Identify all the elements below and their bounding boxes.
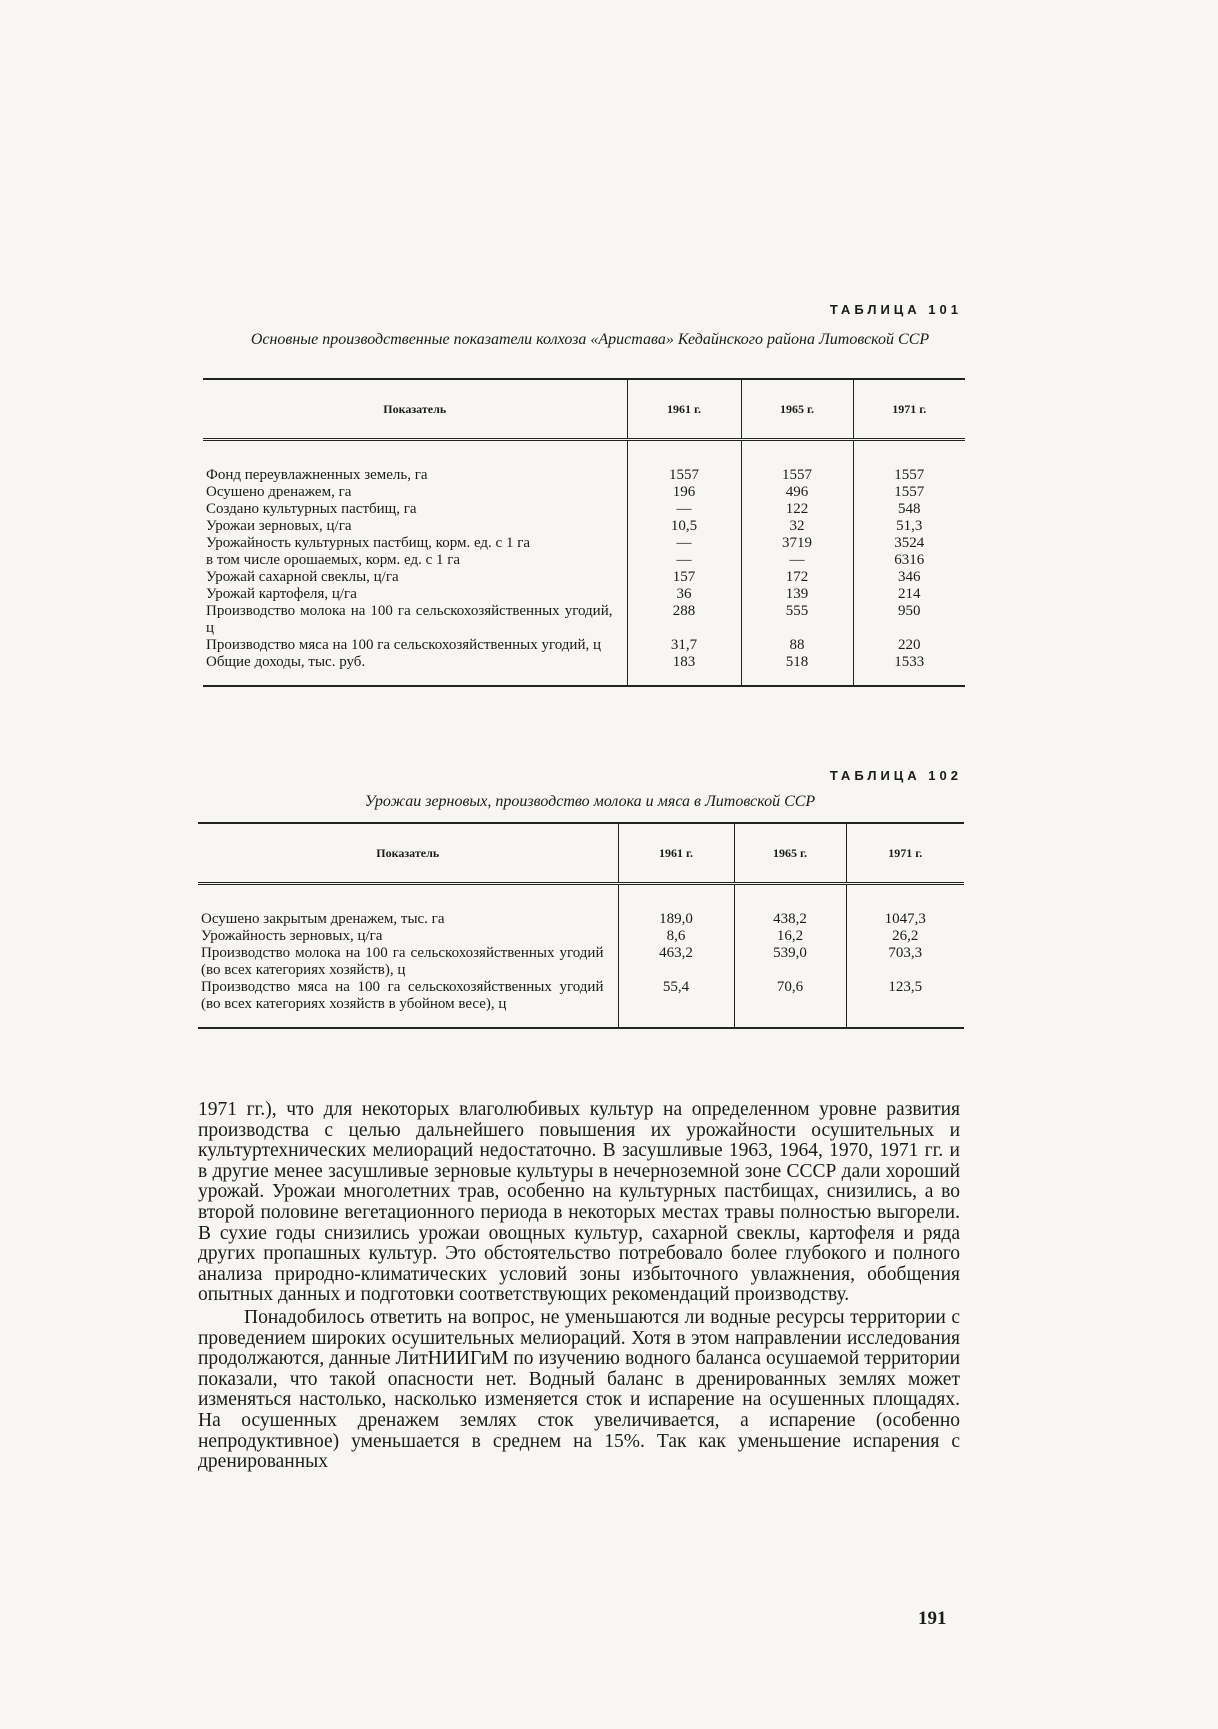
value-cell: 189,0 (618, 884, 734, 929)
table-row (198, 928, 964, 945)
indicator-cell: Общие доходы, тыс. руб. (206, 654, 366, 670)
value-cell: 122 (741, 501, 853, 518)
value-cell: 1557 (741, 440, 853, 485)
value-cell: 496 (741, 484, 853, 501)
table-row (203, 637, 965, 654)
table-row (198, 884, 964, 929)
value-cell: 1047,3 (846, 884, 964, 929)
value-cell: 1557 (853, 484, 965, 501)
value-cell: 1533 (853, 654, 965, 686)
value-cell: — (741, 552, 853, 569)
table-row (203, 654, 965, 686)
value-cell: 31,7 (627, 637, 741, 654)
column-header: Показатель (198, 823, 618, 884)
body-text (198, 1100, 960, 1473)
table2-caption: Урожаи зерновых, производство молока и мяса в Литовской ССР (364, 793, 816, 810)
indicator-cell: Производство мяса на 100 га сельскохозяйственных угодий (во всех категориях хозяйств в убойном весе), ц (201, 979, 604, 1012)
page-number: 191 (918, 1608, 947, 1629)
value-cell: 220 (853, 637, 965, 654)
value-cell: 288 (627, 603, 741, 637)
value-cell: 438,2 (734, 884, 846, 929)
paragraph: 1971 гг.), что для некоторых влаголюбивых культур на определенном уровне развития производства с целью дальнейшего повышения их урожайности осушительных и культуртехнических мелиораций недостаточно. В засушливые 1963, 1964, 1970, 1971 гг. и в другие менее засушливые зерновые культуры в нечерноземной зоне СССР дали хороший урожай. Урожаи многолетних трав, особенно на культурных пастбищах, снизились, а во второй половине вегетационного периода в некоторых местах травы полностью выгорели. В сухие годы снизились урожаи овощных культур, сахарной свеклы, картофеля и ряда других пропашных культур. Это обстоятельство потребовало более глубокого и полного анализа природно-климатических условий зоны избыточного увлажнения, обобщения опытных данных и подготовки соответствующих рекомендаций производству. (198, 1099, 960, 1306)
indicator-cell: в том числе орошаемых, корм. ед. с 1 га (206, 552, 461, 568)
table-row (203, 552, 965, 569)
value-cell: 6316 (853, 552, 965, 569)
table-row (198, 979, 964, 1028)
value-cell: 950 (853, 603, 965, 637)
value-cell: 3524 (853, 535, 965, 552)
table1 (203, 378, 965, 687)
value-cell: 123,5 (846, 979, 964, 1028)
table1-header-row (203, 379, 965, 440)
table-row (198, 945, 964, 979)
value-cell: — (627, 552, 741, 569)
value-cell: 703,3 (846, 945, 964, 979)
paragraph: Понадобилось ответить на вопрос, не уменьшаются ли водные ресурсы территории с проведением широких осушительных мелиораций. Хотя в этом направлении исследования продолжаются, данные ЛитНИИГиМ по изучению водного баланса осушаемой территории показали, что такой опасности нет. Водный баланс в дренированных землях может изменяться настолько, насколько изменяется сток и испарение на осушенных площадях. На осушенных дренажем землях сток увеличивается, а испарение (особенно непродуктивное) уменьшается в среднем на 15%. Так как уменьшение испарения с дренированных (198, 1306, 960, 1473)
value-cell: 51,3 (853, 518, 965, 535)
table-row (203, 484, 965, 501)
value-cell: 555 (741, 603, 853, 637)
value-cell: 346 (853, 569, 965, 586)
indicator-cell: Фонд переувлажненных земель, га (206, 467, 428, 483)
value-cell: 88 (741, 637, 853, 654)
table-row (203, 603, 965, 637)
value-cell: 16,2 (734, 928, 846, 945)
indicator-cell: Урожай сахарной свеклы, ц/га (206, 569, 399, 585)
value-cell: 548 (853, 501, 965, 518)
value-cell: 70,6 (734, 979, 846, 1028)
indicator-cell: Урожаи зерновых, ц/га (206, 518, 352, 534)
table1-label: ТАБЛИЦА 101 (829, 302, 962, 317)
table-row (203, 535, 965, 552)
value-cell: 32 (741, 518, 853, 535)
column-header: 1961 г. (627, 379, 741, 440)
value-cell: 172 (741, 569, 853, 586)
value-cell: 3719 (741, 535, 853, 552)
table-row (203, 569, 965, 586)
indicator-cell: Осушено закрытым дренажем, тыс. га (201, 911, 445, 927)
indicator-cell: Производство молока на 100 га сельскохозяйственных угодий (во всех категориях хозяйств), ц (201, 945, 604, 978)
column-header: Показатель (203, 379, 627, 440)
column-header: 1965 г. (741, 379, 853, 440)
indicator-cell: Осушено дренажем, га (206, 484, 352, 500)
column-header: 1971 г. (846, 823, 964, 884)
indicator-cell: Урожай картофеля, ц/га (206, 586, 357, 602)
table-row (203, 440, 965, 485)
indicator-cell: Урожайность культурных пастбищ, корм. ед. с 1 га (206, 535, 531, 551)
table2-header-row (198, 823, 964, 884)
value-cell: — (627, 501, 741, 518)
value-cell: 157 (627, 569, 741, 586)
table-row (203, 518, 965, 535)
value-cell: 139 (741, 586, 853, 603)
value-cell: 10,5 (627, 518, 741, 535)
column-header: 1965 г. (734, 823, 846, 884)
table-row (203, 586, 965, 603)
value-cell: — (627, 535, 741, 552)
column-header: 1971 г. (853, 379, 965, 440)
value-cell: 183 (627, 654, 741, 686)
indicator-cell: Производство мяса на 100 га сельскохозяйственных угодий, ц (206, 637, 602, 653)
value-cell: 1557 (853, 440, 965, 485)
value-cell: 196 (627, 484, 741, 501)
value-cell: 36 (627, 586, 741, 603)
table-row (203, 501, 965, 518)
value-cell: 8,6 (618, 928, 734, 945)
value-cell: 1557 (627, 440, 741, 485)
value-cell: 214 (853, 586, 965, 603)
value-cell: 26,2 (846, 928, 964, 945)
value-cell: 463,2 (618, 945, 734, 979)
table1-caption: Основные производственные показатели колхоза «Аристава» Кедайнского района Литовской ССР (250, 331, 930, 348)
value-cell: 539,0 (734, 945, 846, 979)
column-header: 1961 г. (618, 823, 734, 884)
indicator-cell: Урожайность зерновых, ц/га (201, 928, 383, 944)
table2-label: ТАБЛИЦА 102 (829, 768, 962, 783)
value-cell: 55,4 (618, 979, 734, 1028)
value-cell: 518 (741, 654, 853, 686)
indicator-cell: Создано культурных пастбищ, га (206, 501, 417, 517)
table2 (198, 822, 964, 1029)
indicator-cell: Производство молока на 100 га сельскохозяйственных угодий, ц (206, 603, 613, 636)
